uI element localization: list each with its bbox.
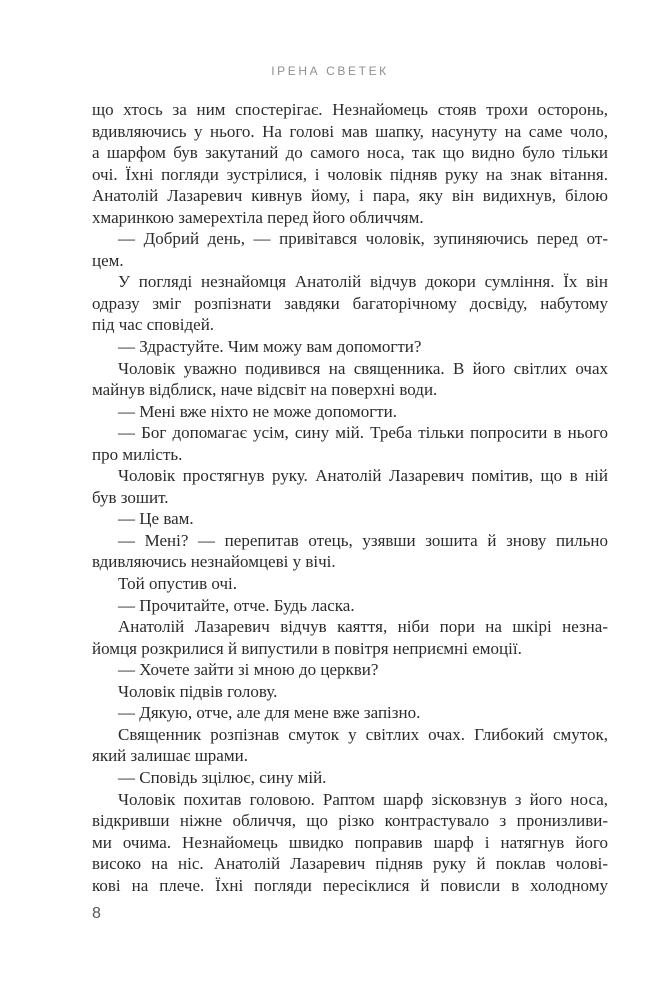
body-text-block: [92, 99, 608, 896]
text-line: Чоловік уважно подивився на священника. В його світлих очах: [118, 358, 608, 378]
text-line: високо на ніс. Анатолій Лазаревич підняв руку й поклав чолові-: [92, 854, 608, 874]
text-line: відкривши ніжне обличчя, що різко контрастувало з пронизливи-: [92, 811, 608, 831]
page-number: 8: [92, 905, 101, 922]
text-line: У погляді незнайомця Анатолій відчув докори сумління. Їх він: [118, 272, 608, 292]
text-line: який залишає шрами.: [92, 746, 248, 766]
text-line: одразу зміг розпізнати завдяки багаторічному досвіду, набутому: [92, 293, 608, 313]
text-line: Той опустив очі.: [118, 574, 237, 594]
text-line: очі. Їхні погляди зустрілися, і чоловік підняв руку на знак вітання.: [92, 164, 608, 184]
text-line: вдивляючись у нього. На голові мав шапку, насунуту на саме чоло,: [92, 121, 608, 141]
text-line: Чоловік простягнув руку. Анатолій Лазаревич помітив, що в ній: [118, 466, 608, 486]
text-line: під час сповідей.: [92, 315, 215, 335]
text-line: кові на плече. Їхні погляди пересіклися й повисли в холодному: [92, 875, 608, 895]
text-line: — Це вам.: [118, 509, 194, 529]
text-line: Чоловік підвів голову.: [118, 681, 278, 701]
text-line: Чоловік похитав головою. Раптом шарф зісковзнув з його носа,: [118, 789, 608, 809]
text-line: був зошит.: [92, 487, 169, 507]
text-line: хмаринкою замерехтіла перед його обличчям.: [92, 207, 424, 227]
text-line: а шарфом був закутаний до самого носа, так що видно було тільки: [92, 143, 608, 163]
text-line: про милість.: [92, 444, 183, 464]
text-line: Священник розпізнав смуток у світлих очах. Глибокий смуток,: [118, 724, 608, 744]
text-line: — Прочитайте, отче. Будь ласка.: [118, 595, 355, 615]
text-line: ми очима. Незнайомець швидко поправив шарф і натягнув його: [92, 832, 608, 852]
text-line: — Хочете зайти зі мною до церкви?: [118, 660, 379, 680]
text-line: вдивляючись незнайомцеві у вічі.: [92, 552, 336, 572]
text-line: — Сповідь зцілює, сину мій.: [118, 767, 327, 787]
text-line: — Дякую, отче, але для мене вже запізно.: [118, 703, 421, 723]
text-line: цем.: [92, 250, 124, 270]
text-line: — Мені? — перепитав отець, узявши зошита й знову пильно: [118, 530, 608, 550]
text-line: що хтось за ним спостерігає. Незнайомець стояв трохи осторонь,: [92, 100, 608, 119]
text-line: — Добрий день, — привітався чоловік, зупиняючись перед от-: [118, 229, 608, 249]
text-line: майнув відблиск, наче відсвіт на поверхні води.: [92, 380, 438, 400]
text-line: йомця розкрилися й випустили в повітря неприємні емоції.: [92, 638, 522, 658]
text-line: Анатолій Лазаревич відчув каяття, ніби пори на шкірі незна-: [118, 617, 608, 637]
running-header-author: ІРЕНА СВЕТЕК: [271, 64, 389, 78]
text-line: — Здрастуйте. Чим можу вам допомогти?: [118, 337, 422, 357]
text-line: Анатолій Лазаревич кивнув йому, і пара, яку він видихнув, білою: [92, 186, 608, 206]
text-line: — Мені вже ніхто не може допомогти.: [118, 401, 397, 421]
text-line: — Бог допомагає усім, сину мій. Треба тільки попросити в нього: [118, 423, 608, 443]
